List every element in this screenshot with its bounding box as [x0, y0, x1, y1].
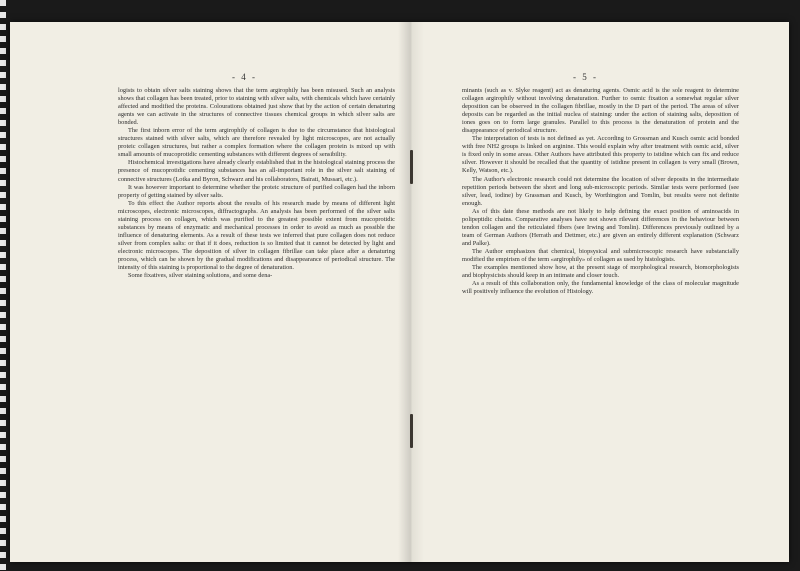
paragraph: Histochemical investigations have already clearly established that in the histological staining process the presence of mucoprotidic cementing substances has an all-important role in the silver salt staining of connective structures (Lotka and Byron, Schwarz and his collaborators, Bairati, Mussari, etc.). [118, 159, 395, 183]
paragraph: minants (such as v. Slyke reagent) act as denaturing agents. Osmic acid is the sole reagent to determine collagen argirophily without involving denaturation. Further to osmic fixation a somewhat regular silver deposition can be observed in the collagen fibrillae, mostly in the D part of the period. The areas of silver deposits can be regarded as the initial nuclea of staining: under the action of staining salts, deposition of iones goes on to form large granules. Parallel to this process is the denaturation of protein and the disappearance of periodical structure. [462, 87, 739, 135]
center-fold [398, 22, 424, 562]
paragraph: It was however important to determine whether the proteic structure of purified collagen had the inborn property of getting stained by silver salts. [118, 183, 395, 199]
paragraph: Some fixatives, silver staining solutions, and some dena- [128, 272, 273, 280]
paragraph: logists to obtain silver salts staining shows that the term argirophily has been misused. Such an analysis shows that collagen has been treated, prior to staining with silver salts, with chemicals which have certainly affected and modified the proteins. Colourations obtained just show that by the action of certain denaturing agents we can activate in the structures of connective tissues chemical groups in which silver salts are bonded. [118, 87, 395, 127]
staple-top [410, 150, 413, 184]
paragraph: As of this date these methods are not likely to help defining the exact position of aminoacids in polipeptidic chains. Comparative analyses have not shown rilevant differences in the behaviour between tendon collagen and the reticulated fibers (see Irwing and Tomlin). Differences previously outlined by a team of German Authors (Herrath and Dettmer, etc.) are given an entirely different explanation (Schwarz and Palke). [462, 207, 739, 247]
paragraph: The interpretation of tests is not defined as yet. According to Grossman and Kusch osmic acid bonded with free NH2 groups is linked on arginine. This would explain why after treatment with osmic acid, silver is fixed only in some areas. Other Authors have attributed this property to istidine which can fix and reduce silver. However it should be recalled that the quantity of istidine present in collagen is very small (Brown, Kelly, Watson, etc.). [462, 135, 739, 175]
paragraph: The Author's electronic research could not determine the location of silver deposits in the intermediate repetition periods between the short and long sub-microscopic periods. Similar tests were performed (see silver, lead, iodine) by Grassman and Kusch, by Worthington and Tomlin, but results were not definite enough. [462, 175, 739, 207]
right-page-text [462, 87, 739, 296]
paragraph: The examples mentioned show how, at the present stage of morphological research, biomorphologists and biophysicists should keep in an intimate and closer touch. [462, 264, 739, 280]
left-page-text [118, 87, 395, 280]
paragraph: The Author emphasizes that chemical, biopsysical and submicroscopic research have substancially modified the empirism of the term «argirophily» of collagen as used by histologists. [462, 247, 739, 263]
ruler-edge [0, 0, 6, 571]
paragraph: As a result of this collaboration only, the fundamental knowledge of the class of molecular magnitude will positively influence the evolution of Histology. [462, 280, 739, 296]
paragraph: The first inborn error of the term argirophily of collagen is due to the circumstance that histological structures stained with silver salts, which are therefore revealed by light microscopes, are not actually proteic collagen structures, but rather a complex formation where the collagen protein is mixed up with small amounts of mucoprotidic cementing substances with different degrees of sensibility. [118, 127, 395, 159]
paragraph: To this effect the Author reports about the results of his research made by means of different light microscopes, electronic microscopes, diffractographs. An analysis has been performed of the silver salts staining process on collagen, which was purified to the greatest possible extent from mucoprotidic substances by means of enzymatic and mechanical processes in order to avoid as much as possible the influence of denaturing elements. As a result of these tests we inferred that pure collagen does not reduce silver from complex salts: or that if it does, reduction is so limited that it cannot be detected by light and electronic microscopes. The deposition of silver in collagen fibrillae can take place after a denaturing process, which can be shown by the gradual modifications and disappearance of periodical structure. The intensity of this staining is proportional to the degree of denaturation. [118, 199, 395, 272]
staple-bottom [410, 414, 413, 448]
booklet-spread [10, 22, 789, 562]
page-number-right: - 5 - [573, 72, 598, 82]
page-number-left: - 4 - [232, 72, 257, 82]
